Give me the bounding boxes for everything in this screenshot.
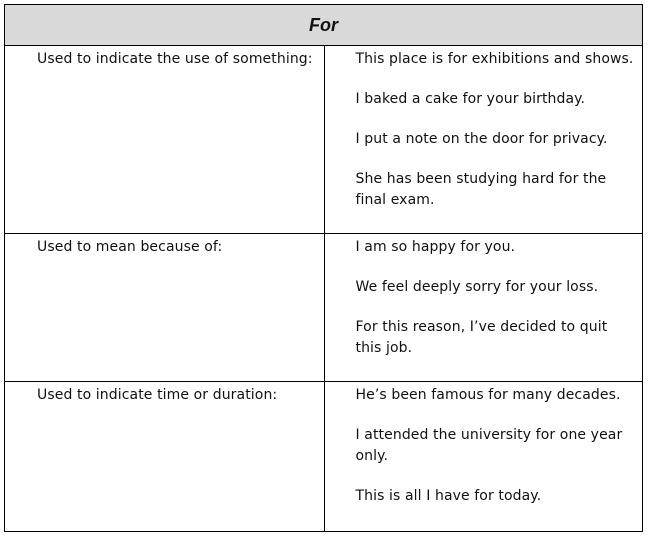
table-row xyxy=(5,46,643,234)
example-sentence: This place is for exhibitions and shows. xyxy=(355,51,634,67)
usage-label: Used to indicate time or duration: xyxy=(37,387,278,403)
table-row xyxy=(5,382,643,532)
example-sentence: We feel deeply sorry for your loss. xyxy=(355,279,599,295)
example-list xyxy=(325,46,643,219)
example-sentence: I put a note on the door for privacy. xyxy=(355,131,608,147)
example-sentence: This is all I have for today. xyxy=(355,488,542,504)
example-sentence: He’s been famous for many decades. xyxy=(355,387,621,403)
example-list xyxy=(325,234,643,367)
example-sentence: I am so happy for you. xyxy=(355,239,516,255)
usage-label: Used to indicate the use of something: xyxy=(37,51,313,67)
examples-cell xyxy=(324,234,643,382)
table-header-row xyxy=(5,5,643,46)
usage-label: Used to mean because of: xyxy=(37,239,223,255)
usage-cell xyxy=(5,234,325,382)
example-sentence: I attended the university for one year only. xyxy=(355,427,623,464)
examples-cell xyxy=(324,46,643,234)
example-sentence: She has been studying hard for the final exam. xyxy=(355,171,607,208)
table-title: For xyxy=(5,5,643,46)
usage-cell xyxy=(5,46,325,234)
example-list xyxy=(325,382,643,515)
examples-cell xyxy=(324,382,643,532)
table-row xyxy=(5,234,643,382)
example-sentence: I baked a cake for your birthday. xyxy=(355,91,586,107)
example-sentence: For this reason, I’ve decided to quit this job. xyxy=(355,319,608,356)
usage-cell xyxy=(5,382,325,532)
usage-table xyxy=(4,4,643,532)
